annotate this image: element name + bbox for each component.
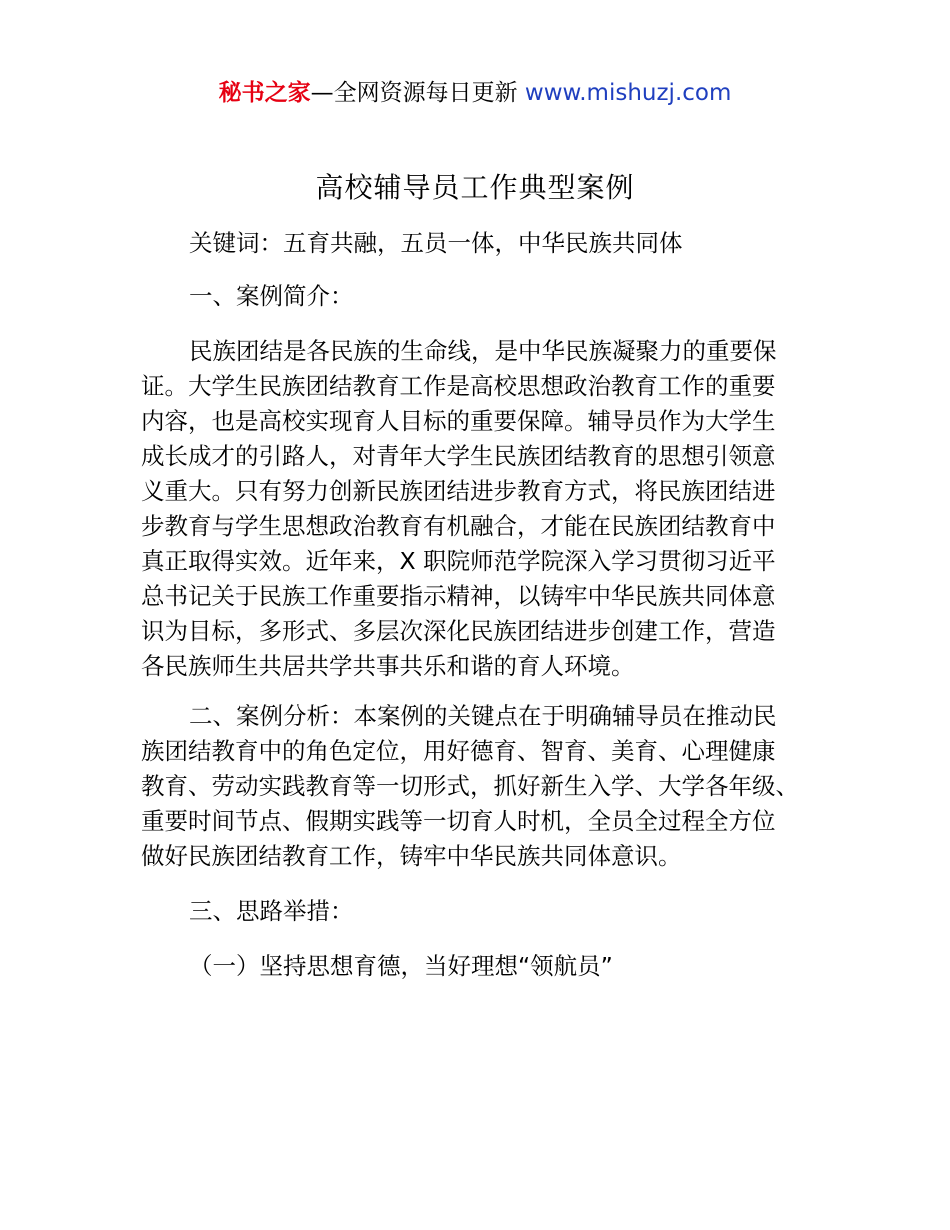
paragraph-line: 民族团结是各民族的生命线，是中华民族凝聚力的重要保 [189, 337, 777, 365]
document-body [141, 226, 813, 984]
banner-tagline: —全网资源每日更新 [310, 80, 525, 106]
keywords-line: 关键词：五育共融，五员一体，中华民族共同体 [189, 229, 683, 257]
section-heading-measures: 三、思路举措： [189, 897, 354, 925]
paragraph-line: 成长成才的引路人，对青年大学生民族团结教育的思想引领意 [141, 442, 776, 470]
site-banner [0, 76, 950, 110]
paragraph-line: 内容，也是高校实现育人目标的重要保障。辅导员作为大学生 [141, 407, 776, 435]
paragraph-line: 真正取得实效。近年来，X 职院师范学院深入学习贯彻习近平 [141, 547, 776, 575]
paragraph-line: 二、案例分析：本案例的关键点在于明确辅导员在推动民 [189, 702, 777, 730]
paragraph-line: 义重大。只有努力创新民族团结进步教育方式，将民族团结进 [141, 477, 776, 505]
paragraph-intro [141, 334, 813, 684]
paragraph-line: 各民族师生共居共学共事共乐和谐的育人环境。 [141, 652, 635, 680]
document-title: 高校辅导员工作典型案例 [315, 171, 635, 204]
subsection-heading: （一）坚持思想育德，当好理想“领航员” [189, 952, 613, 980]
brand-name: 秘书之家 [218, 80, 311, 106]
site-url-link[interactable]: www.mishuzj.com [524, 80, 732, 106]
paragraph-line: 总书记关于民族工作重要指示精神，以铸牢中华民族共同体意 [141, 582, 776, 610]
paragraph-analysis [141, 699, 813, 874]
paragraph-line: 识为目标，多形式、多层次深化民族团结进步创建工作，营造 [141, 617, 776, 645]
section-heading-intro: 一、案例简介： [189, 282, 354, 310]
paragraph-line: 证。大学生民族团结教育工作是高校思想政治教育工作的重要 [141, 372, 776, 400]
paragraph-line: 重要时间节点、假期实践等一切育人时机，全员全过程全方位 [141, 807, 776, 835]
paragraph-line: 族团结教育中的角色定位，用好德育、智育、美育、心理健康 [141, 737, 776, 765]
paragraph-line: 步教育与学生思想政治教育有机融合，才能在民族团结教育中 [141, 512, 776, 540]
paragraph-line: 做好民族团结教育工作，铸牢中华民族共同体意识。 [141, 842, 682, 870]
paragraph-line: 教育、劳动实践教育等一切形式，抓好新生入学、大学各年级、 [141, 772, 799, 800]
